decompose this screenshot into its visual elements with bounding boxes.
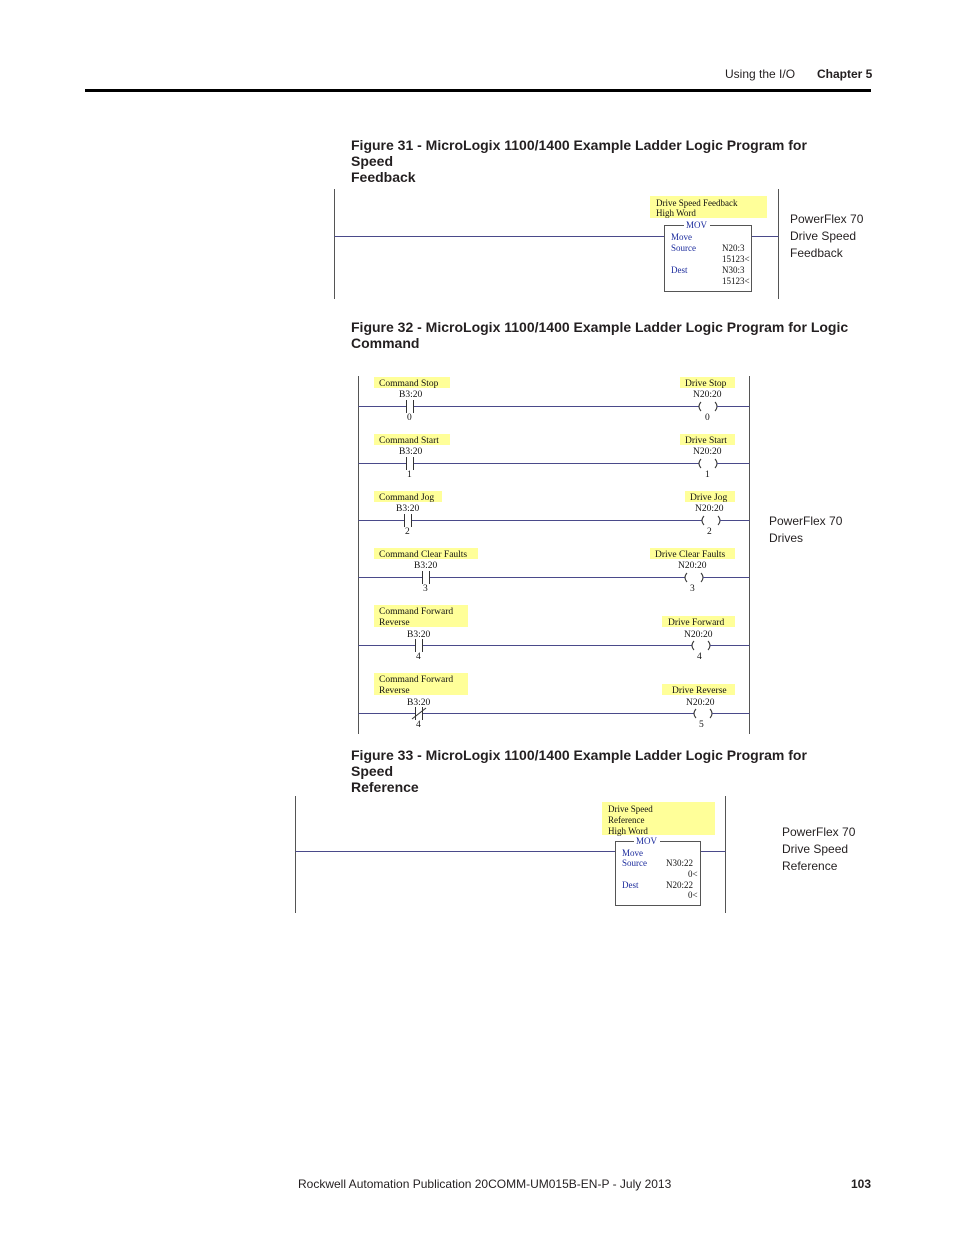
input-bit: 4 xyxy=(416,652,421,662)
mov-source-address: N30:22 xyxy=(666,858,693,868)
input-comment: Command Forward xyxy=(379,675,454,685)
output-address: N20:20 xyxy=(686,698,715,708)
input-address: B3:20 xyxy=(407,698,431,708)
mov-instruction-title: MOV xyxy=(686,220,708,230)
input-bit: 1 xyxy=(407,470,412,480)
input-comment: Reverse xyxy=(379,618,410,628)
figure-31-note: PowerFlex 70 Drive Speed Feedback xyxy=(790,212,864,260)
coil xyxy=(699,402,701,411)
output-address: N20:20 xyxy=(684,630,713,640)
output-comment: Drive Start xyxy=(685,436,727,446)
input-comment: Command Forward xyxy=(379,607,454,617)
input-address: B3:20 xyxy=(396,504,420,514)
output-bit: 1 xyxy=(705,470,710,480)
input-address: B3:20 xyxy=(399,447,423,457)
output-comment: Drive Forward xyxy=(668,618,725,628)
input-address: B3:20 xyxy=(407,630,431,640)
rung-comment: High Word xyxy=(608,826,648,836)
rung xyxy=(359,377,750,423)
rung xyxy=(359,605,750,662)
rung xyxy=(359,491,750,537)
input-bit: 3 xyxy=(423,584,428,594)
figure-33-note: PowerFlex 70 Drive Speed Reference xyxy=(782,825,856,873)
rung xyxy=(359,434,750,480)
coil xyxy=(702,516,704,525)
output-bit: 3 xyxy=(690,584,695,594)
output-bit: 5 xyxy=(699,720,704,730)
input-comment: Command Stop xyxy=(379,379,439,389)
coil xyxy=(699,459,701,468)
output-address: N20:20 xyxy=(678,561,707,571)
output-bit: 4 xyxy=(697,652,702,662)
input-comment: Command Start xyxy=(379,436,439,446)
output-address: N20:20 xyxy=(693,390,722,400)
input-address: B3:20 xyxy=(414,561,438,571)
rung xyxy=(359,548,750,594)
rung-comment: Reference xyxy=(608,815,645,825)
mov-row-source: Source xyxy=(671,243,696,253)
coil xyxy=(692,641,694,650)
output-comment: Drive Stop xyxy=(685,379,727,389)
figure-31-caption: Figure 31 - MicroLogix 1100/1400 Example Ladder Logic Program for Speed Feedback xyxy=(351,137,807,185)
figure-33-ladder xyxy=(290,793,740,917)
figure-31-ladder xyxy=(330,185,790,303)
figure-32-caption: Figure 32 - MicroLogix 1100/1400 Example Ladder Logic Program for Logic Command xyxy=(351,319,849,351)
input-address: B3:20 xyxy=(399,390,423,400)
running-header-chapter: Chapter 5 xyxy=(817,67,873,81)
mov-dest-value: 0< xyxy=(688,890,698,900)
mov-row-dest: Dest xyxy=(622,880,639,890)
mov-dest-address: N30:3 xyxy=(722,265,745,275)
figure-32-ladder xyxy=(354,372,754,738)
mov-instruction-title: MOV xyxy=(636,836,658,846)
output-address: N20:20 xyxy=(693,447,722,457)
mov-row-move: Move xyxy=(671,232,692,242)
rung-comment: Drive Speed xyxy=(608,804,653,814)
mov-row-source: Source xyxy=(622,858,647,868)
mov-dest-value: 15123< xyxy=(722,276,750,286)
header-rule xyxy=(85,89,871,92)
coil xyxy=(685,573,687,582)
mov-row-dest: Dest xyxy=(671,265,688,275)
output-bit: 2 xyxy=(707,527,712,537)
output-comment: Drive Jog xyxy=(690,493,728,503)
footer-publication: Rockwell Automation Publication 20COMM-UM015B-EN-P - July 2013 xyxy=(298,1177,672,1191)
input-bit: 0 xyxy=(407,413,412,423)
input-comment: Command Jog xyxy=(379,493,435,503)
input-comment: Reverse xyxy=(379,686,410,696)
figure-33-caption: Figure 33 - MicroLogix 1100/1400 Example Ladder Logic Program for Speed Reference xyxy=(351,747,807,795)
input-comment: Command Clear Faults xyxy=(379,550,468,560)
output-comment: Drive Clear Faults xyxy=(655,550,726,560)
mov-source-address: N20:3 xyxy=(722,243,745,253)
rung-comment: Drive Speed Feedback xyxy=(656,198,738,208)
output-bit: 0 xyxy=(705,413,710,423)
mov-row-move: Move xyxy=(622,848,643,858)
mov-source-value: 0< xyxy=(688,869,698,879)
rung xyxy=(359,673,750,730)
coil xyxy=(694,709,696,718)
output-comment: Drive Reverse xyxy=(672,686,727,696)
output-address: N20:20 xyxy=(695,504,724,514)
figure-32-note: PowerFlex 70 Drives xyxy=(769,514,843,545)
rung-comment: High Word xyxy=(656,208,696,218)
input-bit: 4 xyxy=(416,720,421,730)
mov-dest-address: N20:22 xyxy=(666,880,693,890)
mov-source-value: 15123< xyxy=(722,254,750,264)
page-number: 103 xyxy=(851,1177,872,1191)
running-header-section: Using the I/O xyxy=(725,67,796,81)
input-bit: 2 xyxy=(405,527,410,537)
